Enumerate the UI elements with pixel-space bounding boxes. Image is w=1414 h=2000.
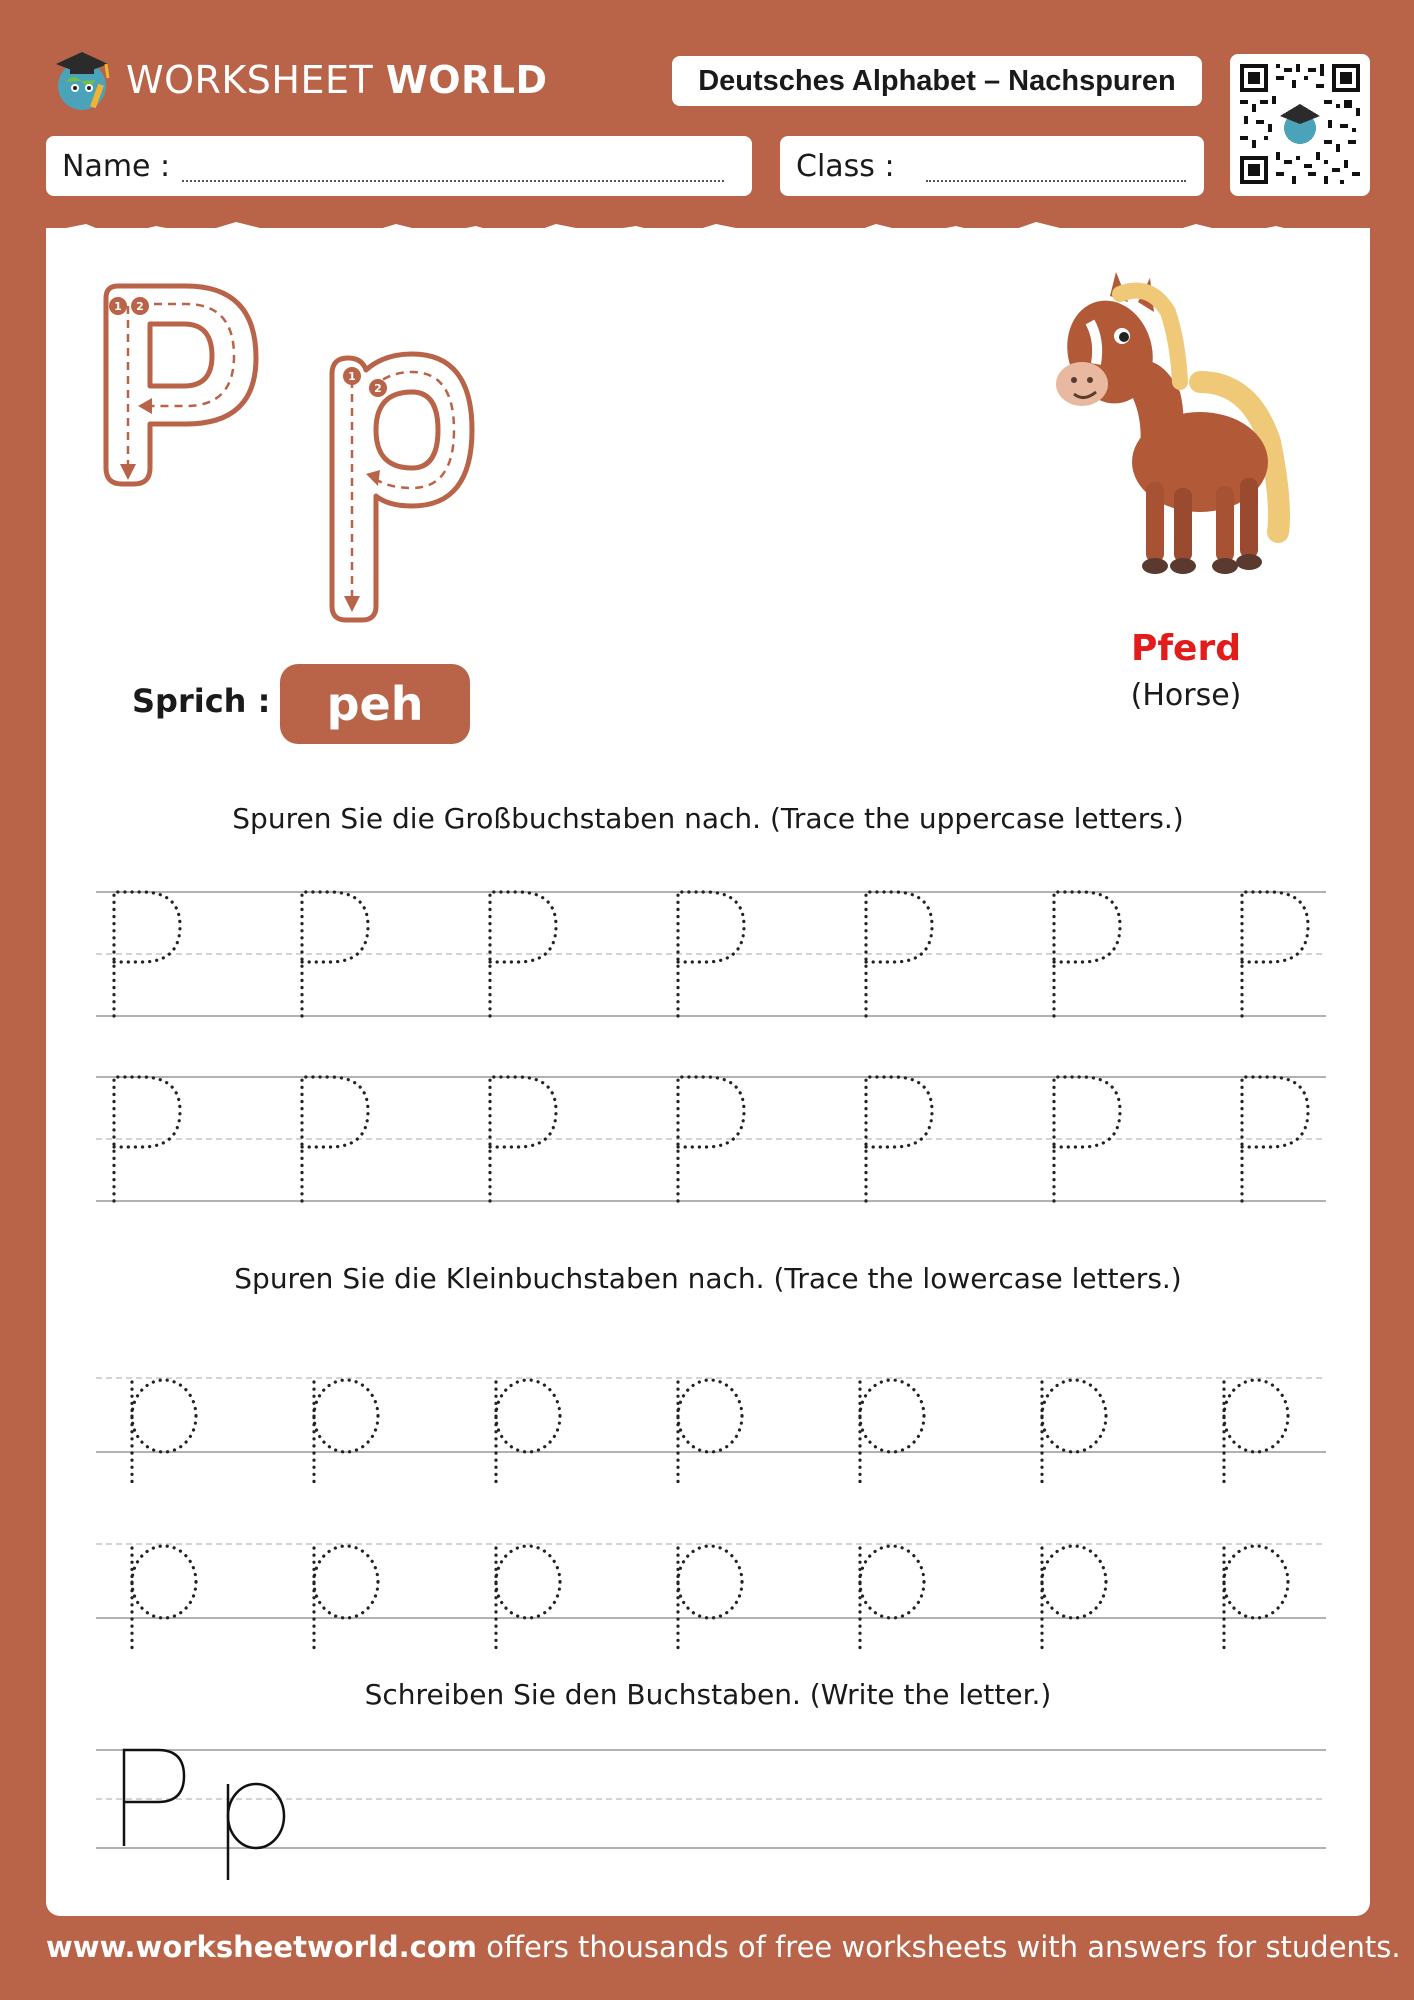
footer-description: offers thousands of free worksheets with answers for students. xyxy=(477,1930,1401,1964)
trace-letter-lowercase xyxy=(678,1380,742,1486)
pronunciation-badge: peh xyxy=(280,664,470,744)
name-line xyxy=(182,180,724,182)
brand-logo xyxy=(46,44,548,116)
brand-name-part2: WORLD xyxy=(385,58,548,102)
uppercase-tracing-rows xyxy=(96,880,1326,1210)
trace-letter-lowercase xyxy=(314,1546,378,1652)
brand-name xyxy=(126,58,548,102)
name-field[interactable] xyxy=(46,136,752,196)
write-instruction: Schreiben Sie den Buchstaben. (Write the letter.) xyxy=(364,1678,1052,1711)
brand-name-part1: WORKSHEET xyxy=(126,58,374,102)
trace-letter-lowercase xyxy=(1224,1380,1288,1486)
graduate-globe-icon xyxy=(46,44,118,116)
horse-illustration xyxy=(1050,272,1290,612)
write-example-pp xyxy=(124,1750,284,1880)
uppercase-p-outline xyxy=(106,286,256,484)
worksheet-title: Deutsches Alphabet – Nachspuren xyxy=(672,56,1202,106)
trace-letter-lowercase xyxy=(1224,1546,1288,1652)
trace-letter-lowercase xyxy=(314,1380,378,1486)
uppercase-instruction: Spuren Sie die Großbuchstaben nach. (Trace the uppercase letters.) xyxy=(232,802,1184,835)
class-line xyxy=(926,180,1186,182)
qr-code-icon xyxy=(1230,54,1370,196)
trace-letter-lowercase xyxy=(496,1546,560,1652)
class-label: Class : xyxy=(796,148,895,184)
trace-letter-lowercase xyxy=(678,1546,742,1652)
trace-letter-lowercase xyxy=(860,1546,924,1652)
footer-url[interactable]: www.worksheetworld.com xyxy=(46,1930,478,1964)
example-translation: (Horse) xyxy=(1130,678,1242,713)
stroke-number-2: 2 xyxy=(136,300,144,313)
write-lines xyxy=(96,1740,1326,1880)
write-area[interactable] xyxy=(96,1740,1326,1880)
letter-p-stroke-guide xyxy=(96,278,536,638)
lowercase-tracing-area[interactable] xyxy=(96,1370,1326,1660)
example-word: Pferd xyxy=(1131,628,1241,669)
footer-text xyxy=(46,1930,1401,1964)
pronunciation-label: Sprich : xyxy=(132,682,271,720)
class-field[interactable] xyxy=(780,136,1204,196)
trace-letter-lowercase xyxy=(1042,1546,1106,1652)
uppercase-tracing-area[interactable] xyxy=(96,880,1326,1210)
stroke-number-1-lower: 1 xyxy=(348,370,356,383)
lowercase-instruction: Spuren Sie die Kleinbuchstaben nach. (Trace the lowercase letters.) xyxy=(234,1262,1182,1295)
trace-letter-lowercase xyxy=(860,1380,924,1486)
lowercase-tracing-rows xyxy=(96,1370,1326,1660)
stroke-number-1: 1 xyxy=(114,300,122,313)
lowercase-p-outline xyxy=(332,354,472,620)
trace-letter-lowercase xyxy=(1042,1380,1106,1486)
trace-letter-lowercase xyxy=(132,1546,196,1652)
trace-letter-lowercase xyxy=(132,1380,196,1486)
name-label: Name : xyxy=(62,148,171,184)
stroke-number-2-lower: 2 xyxy=(374,382,382,395)
torn-edge-decoration xyxy=(46,214,1370,248)
trace-letter-lowercase xyxy=(496,1380,560,1486)
